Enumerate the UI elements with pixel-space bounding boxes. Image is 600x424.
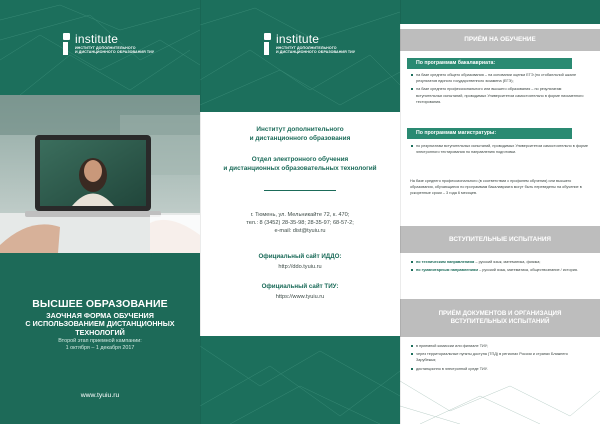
fold-line — [200, 0, 201, 424]
cover-subtitle-2: С ИСПОЛЬЗОВАНИЕМ ДИСТАНЦИОННЫХ ТЕХНОЛОГИЙ — [25, 319, 175, 337]
institute-logo — [61, 33, 154, 55]
site2-link[interactable]: https://www.tyuiu.ru — [275, 294, 325, 300]
org-institute-name — [200, 126, 400, 143]
bachelor-tab: По программам бакалавриата: — [407, 58, 572, 69]
logo-subtitle-1: ИНСТИТУТ ДОПОЛНИТЕЛЬНОГО — [75, 46, 136, 50]
divider — [264, 190, 336, 191]
logo-subtitle-1: ИНСТИТУТ ДОПОЛНИТЕЛЬНОГО — [276, 46, 337, 50]
list-item: на базе среднего общего образования – на основании оценки ЕГЭ (по стобалльной шкале результатов единого государственного экзамена (ЕГЭ); — [410, 72, 588, 84]
org-department-name — [200, 156, 400, 173]
org1-line-2: и дистанционного образования — [249, 134, 351, 142]
master-list — [410, 143, 588, 157]
contact-address — [200, 211, 400, 236]
documents-heading — [400, 299, 600, 337]
cover-site-link[interactable]: www.tyuiu.ru — [80, 392, 120, 399]
student-laptop-photo — [0, 95, 200, 253]
phone-line: тел.: 8 (3452) 28-35-98; 28-35-97; 68-57-2; — [246, 220, 354, 227]
fold-line — [400, 0, 401, 424]
list-item — [410, 259, 588, 265]
site2-label: Официальный сайт ТИУ: — [261, 283, 339, 290]
contacts-panel — [200, 0, 400, 424]
documents-list — [410, 343, 588, 374]
list-item: в приемной комиссии или филиале ТИУ; — [410, 343, 588, 349]
master-tab: По программам магистратуры: — [407, 128, 572, 139]
logo-mark-icon — [262, 33, 273, 55]
network-lines-decoration — [400, 376, 600, 424]
admission-stage — [0, 338, 200, 352]
stage-line-1: Второй этап приемной кампании: — [58, 338, 142, 344]
address-line: г. Тюмень, ул. Мельникайте 72, к. 470; — [250, 212, 350, 218]
logo-subtitle-2: И ДИСТАНЦИОННОГО ОБРАЗОВАНИЯ ТИУ — [75, 50, 155, 55]
cover-panel — [0, 0, 200, 424]
institute-logo — [262, 33, 355, 55]
admission-panel — [400, 0, 600, 424]
list-item: дистанционно в электронной среде ТИУ. — [410, 366, 588, 372]
top-band — [400, 0, 600, 24]
exams-list — [410, 259, 588, 275]
admission-heading: ПРИЁМ НА ОБУЧЕНИЕ — [400, 29, 600, 51]
network-lines-decoration — [200, 336, 400, 424]
email-line[interactable]: e-mail: dist@tyuiu.ru — [274, 228, 326, 235]
logo-word: institute — [276, 32, 320, 46]
list-item — [410, 267, 588, 273]
org2-line-2: и дистанционных образовательных технологий — [223, 164, 377, 172]
bachelor-list — [410, 72, 588, 107]
exam-subjects: – русский язык, математика, физика; — [474, 260, 541, 264]
exams-heading: ВСТУПИТЕЛЬНЫЕ ИСПЫТАНИЯ — [400, 226, 600, 253]
documents-heading-1: ПРИЁМ ДОКУМЕНТОВ И ОРГАНИЗАЦИЯ — [438, 310, 562, 317]
exam-direction: по техническим направлениям — [416, 260, 475, 264]
network-lines-decoration — [200, 0, 400, 112]
cover-title-block — [0, 298, 200, 337]
list-item: через территориальные пункты доступа (ТПД) в регионах России и странах Ближнего Зарубежья; — [410, 351, 588, 363]
org2-line-1: Отдел электронного обучения — [251, 156, 349, 163]
stage-line-2: 1 октября – 1 декабря 2017 — [65, 345, 135, 352]
exam-direction: по гуманитарным направлениям — [416, 268, 479, 273]
logo-subtitle-2: И ДИСТАНЦИОННОГО ОБРАЗОВАНИЯ ТИУ — [276, 50, 356, 55]
site1-label: Официальный сайт ИДДО: — [258, 253, 342, 260]
list-item: по результатам вступительных испытаний, проводимых Университетом самостоятельно в форме электронного тестирования по направлению подготовки. — [410, 143, 588, 155]
org1-line-1: Институт дополнительного — [256, 126, 344, 133]
cover-title: ВЫСШЕЕ ОБРАЗОВАНИЕ — [32, 298, 168, 310]
cover-subtitle-1: ЗАОЧНАЯ ФОРМА ОБУЧЕНИЯ — [46, 311, 154, 320]
site1-link[interactable]: http://ddo.tyuiu.ru — [278, 264, 322, 270]
accelerated-note: На базе среднего профессионального (в соответствии с профилем обучения) или высшего образования, обучающиеся по программам бакалавриата могут быть переведены на обучение в ускоренные сроки – 3 года 6 месяцев. — [410, 179, 582, 196]
exam-subjects: – русский язык, математика, обществознание / история. — [478, 268, 578, 273]
documents-heading-2: ВСТУПИТЕЛЬНЫХ ИСПЫТАНИЙ — [450, 317, 550, 325]
logo-mark-icon — [61, 33, 72, 55]
list-item: на базе среднего профессионального или высшего образования – по результатам вступительных испытаний, проводимых Университетом самостоятельно в форме письменного тестирования. — [410, 86, 588, 105]
logo-word: institute — [75, 32, 119, 46]
